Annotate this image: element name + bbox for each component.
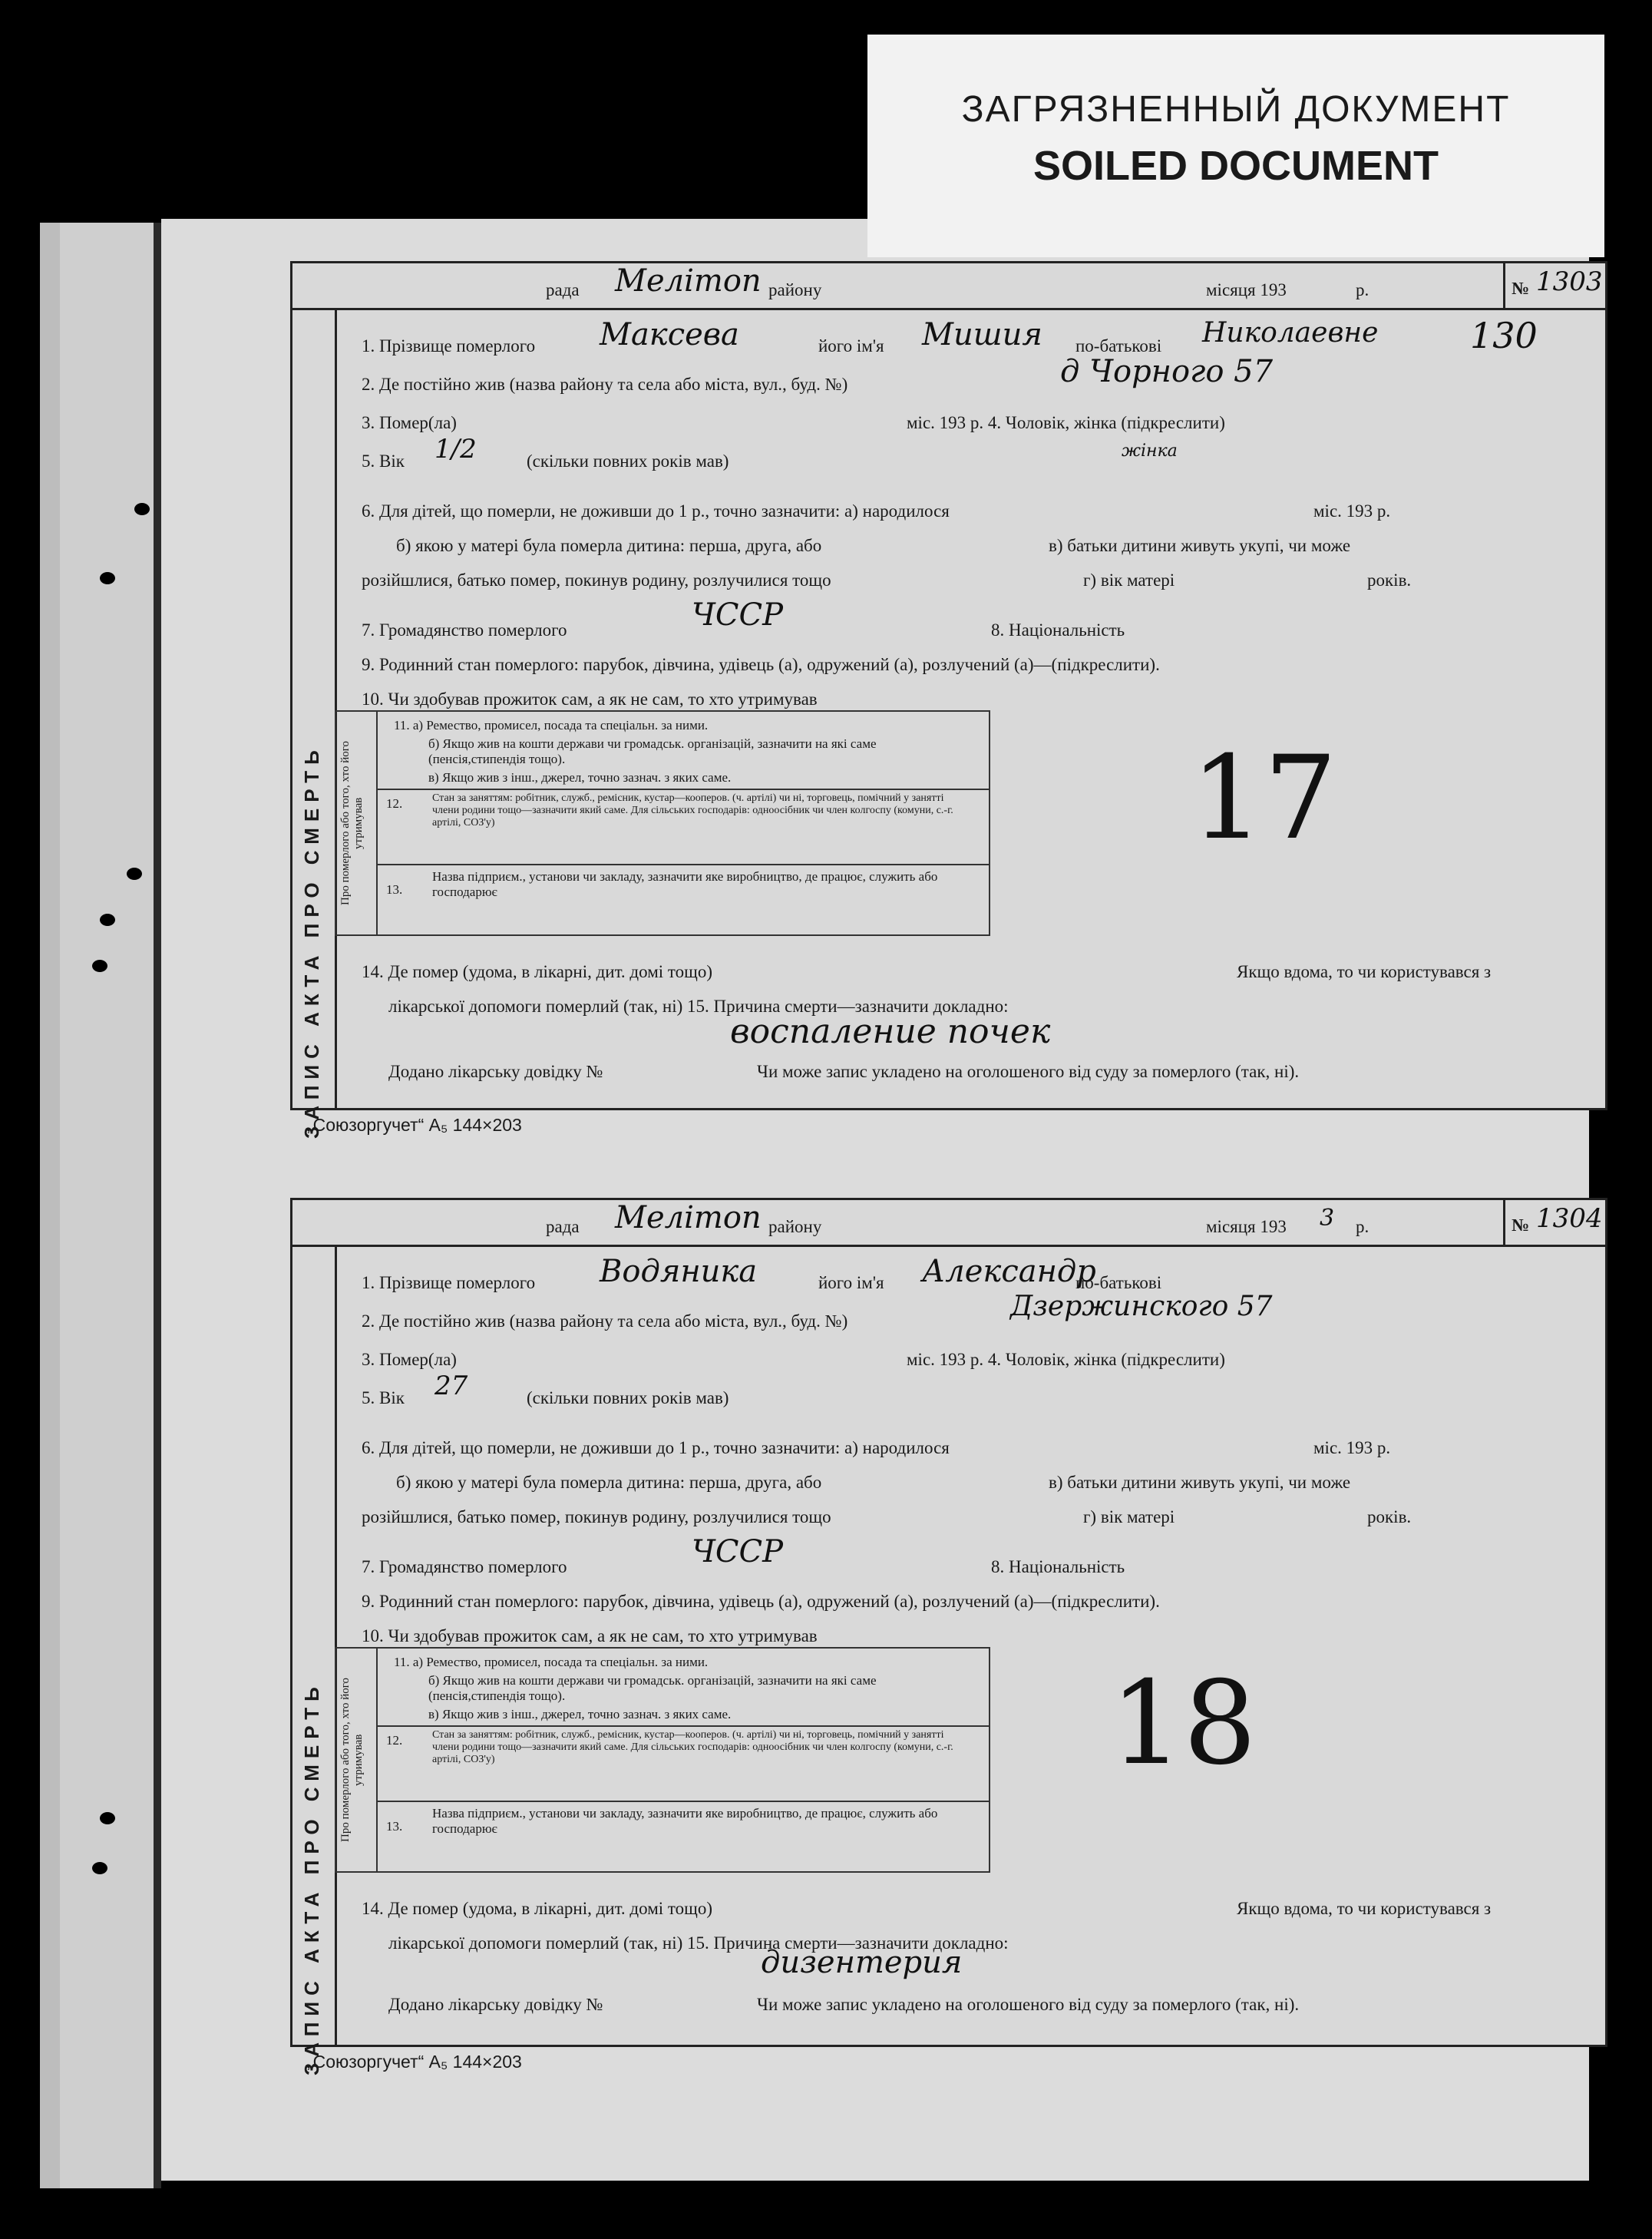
vertical-title: ЗАПИС АКТА ПРО СМЕРТЬ <box>300 744 323 1139</box>
label-english: SOILED DOCUMENT <box>1032 143 1439 189</box>
field-11b: б) Якщо жив на кошти держави чи громадськ. організацій, зазначити на які саме (пенсія,стипендія тощо). <box>428 1673 877 1703</box>
field-address-value: Дзержинского 57 <box>1010 1291 1273 1322</box>
field-nationality-label: 8. Національність <box>991 620 1125 640</box>
field-parents-status-label: розійшлися, батько помер, покинув родину, розлучилися тощо <box>362 570 831 590</box>
field-age-hint: (скільки повних років мав) <box>527 1388 729 1407</box>
punch-hole <box>100 914 115 926</box>
rada-value: Мелітоп <box>615 263 762 299</box>
rada-value: Мелітоп <box>615 1200 762 1235</box>
field-court-label: Чи може запис укладено на оголошеного від суду за померлого (так, ні). <box>757 1062 1300 1081</box>
field-11c: в) Якщо жив з інш., джерел, точно зазнач. з яких саме. <box>428 770 732 785</box>
field-12: Стан за заняттям: робітник, служб., ремісник, кустар—кооперов. (ч. артілі) чи ні, торговець, помічний у занятті члени родини тощо—зазначити який саме. Для сільських господарів: одноосібник чи член колгоспу (комуни, с.-г. артілі, СОЗ'у) <box>432 792 953 828</box>
field-marital-label: 9. Родинний стан померлого: парубок, дівчина, удівець (а), одружений (а), розлучений (а)—(підкреслити). <box>362 655 1160 674</box>
field-child-born-label: 6. Для дітей, що померли, не доживши до 1 р., точно зазначити: а) народилося <box>362 501 950 521</box>
field-citizenship-value: ЧССР <box>692 597 784 633</box>
field-age-label: 5. Вік <box>362 451 405 471</box>
field-patronymic-value: Николаевне <box>1202 317 1379 349</box>
field-citizenship-label: 7. Громадянство померлого <box>362 1557 567 1576</box>
field-sex-label: міс. 193 р. 4. Чоловік, жінка (підкреслити) <box>907 413 1225 432</box>
soiled-document-label <box>867 35 1604 257</box>
margin-number: 130 <box>1470 315 1538 356</box>
field-cause-label: лікарської допомоги померлий (так, ні) 15. Причина смерти—зазначити докладно: <box>388 1933 1009 1953</box>
field-citizenship-label: 7. Громадянство померлого <box>362 620 567 640</box>
year-digit: 3 <box>1320 1205 1335 1232</box>
occupation-count: 17 <box>1191 732 1337 865</box>
form-footer-1: „Союзоргучет“ А₅ 144×203 <box>307 1115 522 1135</box>
field-12-num: 12. <box>386 796 403 811</box>
field-sex-mark: жінка <box>1122 442 1178 461</box>
record-number: 1303 <box>1536 266 1603 297</box>
field-court-label: Чи може запис укладено на оголошеного від суду за померлого (так, ні). <box>757 1995 1300 2014</box>
field-age-value: 27 <box>434 1371 468 1401</box>
field-parents-label: в) батьки дитини живуть укупі, чи може <box>1049 536 1351 555</box>
side-caption: Про померлого або того, хто його утримував <box>339 1678 365 1843</box>
occupation-table <box>335 1647 990 1873</box>
record-number-box <box>1503 1200 1605 1245</box>
field-place-label: 14. Де помер (удома, в лікарні, дит. домі тощо) <box>362 1899 713 1918</box>
field-surname-label: 1. Прізвище померлого <box>362 336 536 356</box>
field-age-value: 1/2 <box>434 434 477 465</box>
number-label: № <box>1512 1215 1530 1235</box>
field-name-label: його ім'я <box>818 1273 884 1292</box>
field-years-label: років. <box>1367 1507 1412 1526</box>
vertical-title: ЗАПИС АКТА ПРО СМЕРТЬ <box>300 1681 323 2075</box>
field-mother-age-label: г) вік матері <box>1083 1507 1175 1526</box>
field-certificate-label: Додано лікарську довідку № <box>388 1062 603 1081</box>
field-12-num: 12. <box>386 1733 403 1748</box>
field-surname-value: Максева <box>600 317 739 352</box>
field-patronymic-label: по-батькові <box>1075 336 1162 356</box>
field-13: Назва підприєм., установи чи закладу, зазначити яке виробництво, де працює, служить або господарює <box>432 869 938 899</box>
field-child-born-date: міс. 193 р. <box>1313 501 1391 521</box>
field-surname-value: Водяника <box>600 1254 758 1289</box>
field-child-order-label: б) якою у матері була померла дитина: перша, друга, або <box>396 1473 822 1492</box>
raion-label: району <box>768 280 822 299</box>
number-label: № <box>1512 279 1530 298</box>
occupation-table <box>335 710 990 936</box>
field-12: Стан за заняттям: робітник, служб., ремісник, кустар—кооперов. (ч. артілі) чи ні, торговець, помічний у занятті члени родини тощо—зазначити який саме. Для сільських господарів: одноосібник чи член колгоспу (комуни, с.-г. артілі, СОЗ'у) <box>432 1729 953 1765</box>
year-suffix: р. <box>1356 280 1370 299</box>
year-suffix: р. <box>1356 1217 1370 1236</box>
field-place-label: 14. Де помер (удома, в лікарні, дит. домі тощо) <box>362 962 713 981</box>
field-nationality-label: 8. Національність <box>991 1557 1125 1576</box>
form-footer-2: „Союзоргучет“ А₅ 144×203 <box>307 2052 522 2072</box>
field-cause-label: лікарської допомоги померлий (так, ні) 15. Причина смерти—зазначити докладно: <box>388 997 1009 1016</box>
field-parents-status-label: розійшлися, батько помер, покинув родину, розлучилися тощо <box>362 1507 831 1526</box>
field-cause-value: дизентерия <box>761 1945 963 1980</box>
month-label: місяця 193 <box>1206 1217 1287 1236</box>
field-11a: 11. а) Ремество, промисел, посада та спеціальн. за ними. <box>394 1655 709 1669</box>
field-11b: б) Якщо жив на кошти держави чи громадськ. організацій, зазначити на які саме (пенсія,стипендія тощо). <box>428 736 877 766</box>
vertical-title-bar <box>292 309 337 1139</box>
field-child-order-label: б) якою у матері була померла дитина: перша, друга, або <box>396 536 822 555</box>
field-age-hint: (скільки повних років мав) <box>527 451 729 471</box>
field-13-num: 13. <box>386 1819 403 1834</box>
field-patronymic-label: по-батькові <box>1075 1273 1162 1292</box>
punch-hole <box>134 503 150 515</box>
rada-label: рада <box>546 1217 580 1236</box>
field-years-label: років. <box>1367 570 1412 590</box>
side-caption: Про померлого або того, хто його утримував <box>339 741 365 906</box>
punch-hole <box>100 572 115 584</box>
occupation-count: 18 <box>1110 1657 1257 1791</box>
punch-hole <box>100 1812 115 1824</box>
record-header <box>292 263 1605 310</box>
rada-label: рада <box>546 280 580 299</box>
raion-label: району <box>768 1217 822 1236</box>
punch-hole <box>127 868 142 880</box>
field-death-date-label: 3. Помер(ла) <box>362 1350 457 1369</box>
field-cause-value: воспаление почек <box>730 1012 1051 1051</box>
label-russian: ЗАГРЯЗНЕННЫЙ ДОКУМЕНТ <box>961 89 1511 130</box>
binding-strip <box>40 223 154 2188</box>
record-number-box <box>1503 263 1605 308</box>
field-sex-label: міс. 193 р. 4. Чоловік, жінка (підкреслити) <box>907 1350 1225 1369</box>
field-name-value: Мишия <box>922 317 1042 352</box>
field-death-date-label: 3. Помер(ла) <box>362 413 457 432</box>
field-certificate-label: Додано лікарську довідку № <box>388 1995 603 2014</box>
field-13: Назва підприєм., установи чи закладу, зазначити яке виробництво, де працює, служить або господарює <box>432 1806 938 1836</box>
field-marital-label: 9. Родинний стан померлого: парубок, дівчина, удівець (а), одружений (а), розлучений (а)—(підкреслити). <box>362 1592 1160 1611</box>
field-support-label: 10. Чи здобував прожиток сам, а як не сам, то хто утримував <box>362 690 818 709</box>
field-child-born-date: міс. 193 р. <box>1313 1438 1391 1457</box>
vertical-title-bar <box>292 1246 337 2075</box>
field-13-num: 13. <box>386 882 403 897</box>
month-label: місяця 193 <box>1206 280 1287 299</box>
field-name-value: Александр <box>922 1254 1096 1289</box>
record-number: 1304 <box>1536 1203 1603 1234</box>
field-address-label: 2. Де постійно жив (назва району та села або міста, вул., буд. №) <box>362 375 848 394</box>
field-parents-label: в) батьки дитини живуть укупі, чи може <box>1049 1473 1351 1492</box>
punch-hole <box>92 960 107 972</box>
punch-hole <box>92 1862 107 1874</box>
field-address-value: д Чорного 57 <box>1060 354 1274 389</box>
field-citizenship-value: ЧССР <box>692 1534 784 1569</box>
field-surname-label: 1. Прізвище померлого <box>362 1273 536 1292</box>
record-header <box>292 1200 1605 1247</box>
field-11c: в) Якщо жив з інш., джерел, точно зазнач. з яких саме. <box>428 1707 732 1721</box>
field-address-label: 2. Де постійно жив (назва району та села або міста, вул., буд. №) <box>362 1311 848 1331</box>
field-name-label: його ім'я <box>818 336 884 356</box>
field-home-label: Якщо вдома, то чи користувався з <box>1237 962 1492 981</box>
field-child-born-label: 6. Для дітей, що померли, не доживши до 1 р., точно зазначити: а) народилося <box>362 1438 950 1457</box>
field-home-label: Якщо вдома, то чи користувався з <box>1237 1899 1492 1918</box>
field-support-label: 10. Чи здобував прожиток сам, а як не сам, то хто утримував <box>362 1626 818 1645</box>
field-11a: 11. а) Ремество, промисел, посада та спеціальн. за ними. <box>394 718 709 733</box>
field-age-label: 5. Вік <box>362 1388 405 1407</box>
field-mother-age-label: г) вік матері <box>1083 570 1175 590</box>
